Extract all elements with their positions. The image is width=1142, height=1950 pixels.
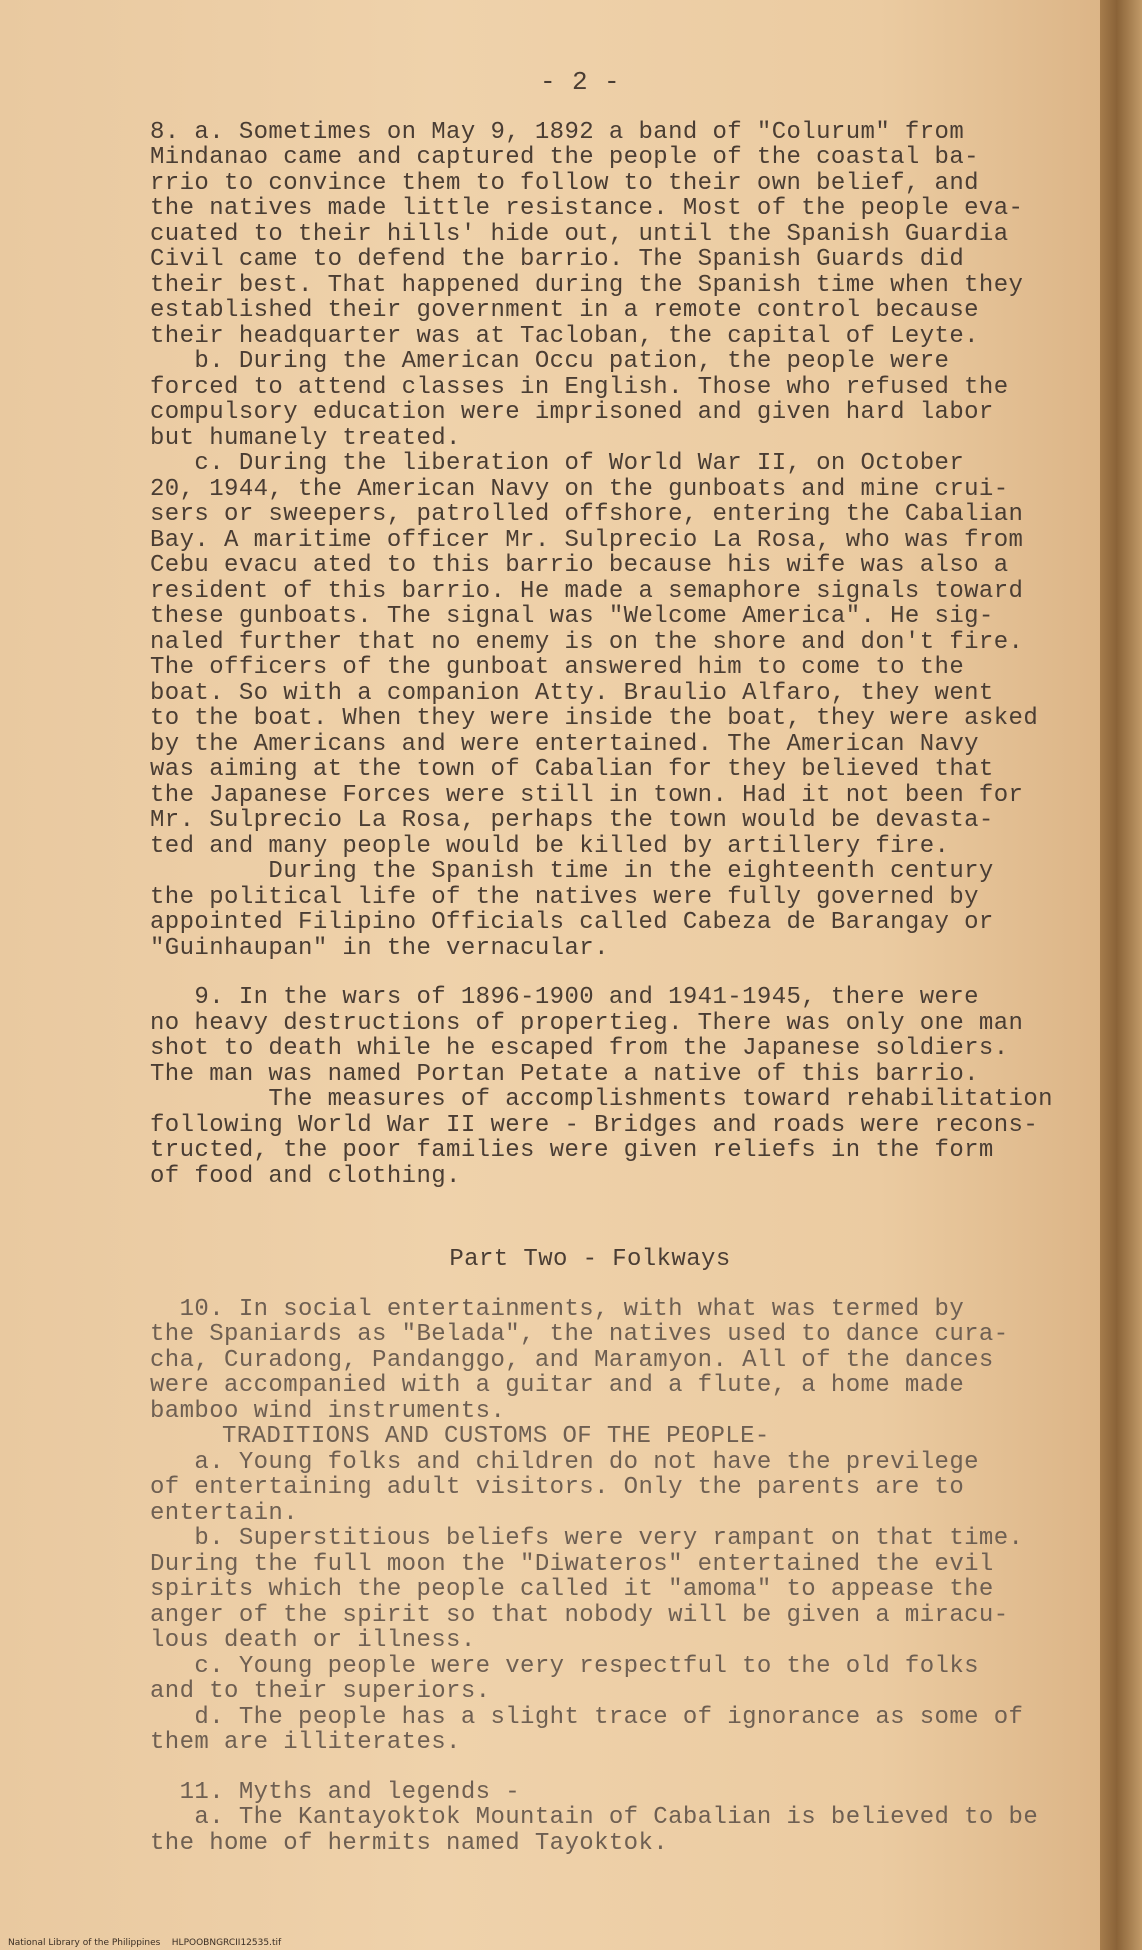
text-line: compulsory education were imprisoned and given hard labor	[150, 399, 994, 426]
text-line: following World War II were - Bridges and roads were recons-	[150, 1111, 1039, 1139]
book-spine	[1100, 0, 1142, 1950]
text-line: b. Superstitious beliefs were very rampant on that time.	[150, 1525, 1024, 1552]
traditions-list	[150, 1450, 1090, 1756]
text-line: resident of this barrio. He made a semaphore signals toward	[150, 577, 1024, 605]
section-11	[150, 1780, 1090, 1857]
text-line: their best. That happened during the Spanish time when they	[150, 271, 1024, 299]
text-line: sers or sweepers, patrolled offshore, entering the Cabalian	[150, 501, 1024, 528]
text-line: Cebu evacu ated to this barrio because his wife was also a	[150, 552, 1009, 579]
section-8	[150, 120, 1090, 962]
traditions-heading: TRADITIONS AND CUSTOMS OF THE PEOPLE-	[222, 1423, 770, 1450]
text-line: a. The Kantayoktok Mountain of Cabalian is believed to be	[150, 1804, 1039, 1831]
text-line: cha, Curadong, Pandanggo, and Maramyon. All of the dances	[150, 1346, 994, 1374]
text-line: During the full moon the "Diwateros" entertained the evil	[150, 1550, 994, 1578]
text-line: were accompanied with a guitar and a flute, a home made	[150, 1372, 965, 1399]
text-line: Bay. A maritime officer Mr. Sulprecio La Rosa, who was from	[150, 526, 1024, 554]
text-line: established their government in a remote control because	[150, 297, 979, 324]
text-line: lous death or illness.	[150, 1627, 476, 1654]
text-line: but humanely treated.	[150, 424, 461, 452]
text-line: d. The people has a slight trace of ignorance as some of	[150, 1703, 1024, 1731]
text-line: a. Young folks and children do not have the previlege	[150, 1448, 979, 1476]
text-line: by the Americans and were entertained. The American Navy	[150, 730, 979, 758]
part-two-heading: Part Two - Folkways	[449, 1246, 731, 1273]
text-line: the Japanese Forces were still in town. Had it not been for	[150, 781, 1024, 809]
text-line: Mindanao came and captured the people of the coastal ba-	[150, 144, 979, 171]
text-line: The man was named Portan Petate a native of this barrio.	[150, 1060, 979, 1088]
text-line: tructed, the poor families were given reliefs in the form	[150, 1137, 994, 1164]
text-line: the natives made little resistance. Most of the people eva-	[150, 195, 1024, 222]
text-line: and to their superiors.	[150, 1678, 491, 1705]
text-line: 10. In social entertainments, with what was termed by	[150, 1295, 965, 1323]
text-line: The measures of accomplishments toward rehabilitation	[150, 1086, 1053, 1113]
text-line: to the boat. When they were inside the boat, they were asked	[150, 705, 1039, 732]
text-line: the home of hermits named Tayoktok.	[150, 1829, 669, 1857]
text-line: their headquarter was at Tacloban, the capital of Leyte.	[150, 322, 979, 350]
text-line: forced to attend classes in English. Those who refused the	[150, 373, 1009, 401]
text-line: "Guinhaupan" in the vernacular.	[150, 934, 609, 962]
text-line: the Spaniards as "Belada", the natives used to dance cura-	[150, 1321, 1009, 1348]
page-number: - 2 -	[539, 67, 620, 97]
section-9	[150, 985, 1090, 1189]
scan-footer: National Library of the Philippines HLPOOBNGRCII12535.tif	[8, 1938, 282, 1948]
text-line: the political life of the natives were fully governed by	[150, 883, 979, 911]
text-line: During the Spanish time in the eighteenth century	[150, 858, 994, 885]
text-line: was aiming at the town of Cabalian for they believed that	[150, 756, 994, 783]
text-line: b. During the American Occu pation, the people were	[150, 348, 950, 375]
typed-text-body	[150, 67, 1090, 1857]
text-line: bamboo wind instruments.	[150, 1397, 506, 1425]
text-line: of food and clothing.	[150, 1162, 461, 1190]
text-line: rrio to convince them to follow to their own belief, and	[150, 169, 979, 197]
text-line: c. During the liberation of World War II, on October	[150, 450, 965, 477]
text-line: ted and many people would be killed by artillery fire.	[150, 832, 950, 860]
text-line: 9. In the wars of 1896-1900 and 1941-1945, there were	[150, 984, 979, 1011]
text-line: spirits which the people called it "amoma" to appease the	[150, 1576, 994, 1603]
text-line: boat. So with a companion Atty. Braulio Alfaro, they went	[150, 679, 994, 707]
text-line: anger of the spirit so that nobody will be given a miracu-	[150, 1601, 1009, 1629]
text-line: them are illiterates.	[150, 1729, 461, 1756]
text-line: Mr. Sulprecio La Rosa, perhaps the town would be devasta-	[150, 807, 994, 834]
text-line: cuated to their hills' hide out, until the Spanish Guardia	[150, 220, 1009, 248]
section-10	[150, 1297, 1090, 1450]
text-line: 8. a. Sometimes on May 9, 1892 a band of "Colurum" from	[150, 118, 965, 146]
text-line: The officers of the gunboat answered him to come to the	[150, 654, 965, 681]
text-line: these gunboats. The signal was "Welcome America". He sig-	[150, 603, 994, 630]
text-line: entertain.	[150, 1499, 299, 1527]
text-line: no heavy destructions of propertieg. There was only one man	[150, 1009, 1024, 1037]
text-line: shot to death while he escaped from the Japanese soldiers.	[150, 1035, 1009, 1062]
text-line: c. Young people were very respectful to the old folks	[150, 1652, 979, 1680]
text-line: 20, 1944, the American Navy on the gunboats and mine crui-	[150, 475, 1009, 503]
text-line: naled further that no enemy is on the shore and don't fire.	[150, 628, 1024, 656]
text-line: of entertaining adult visitors. Only the parents are to	[150, 1474, 965, 1501]
text-line: Civil came to defend the barrio. The Spanish Guards did	[150, 246, 965, 273]
text-line: 11. Myths and legends -	[150, 1778, 521, 1806]
text-line: appointed Filipino Officials called Cabeza de Barangay or	[150, 909, 994, 936]
